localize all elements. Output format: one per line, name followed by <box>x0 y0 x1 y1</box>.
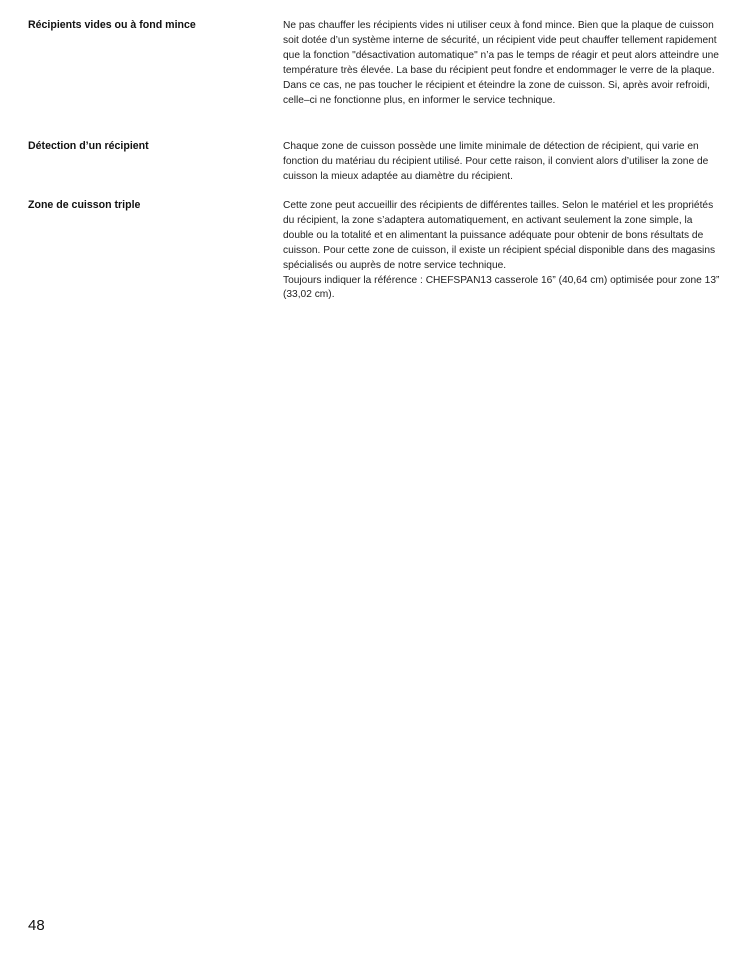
section-heading: Récipients vides ou à fond mince <box>28 19 196 31</box>
body-paragraph: Toujours indiquer la référence : CHEFSPAN13 casserole 16” (40,64 cm) optimisée pour zone 13” (33,02 cm). <box>283 274 720 301</box>
page-number: 48 <box>28 917 45 934</box>
section-body <box>283 199 720 303</box>
body-paragraph: Cette zone peut accueillir des récipients de différentes tailles. Selon le matériel et les propriétés du récipient, la zone s’adaptera automatiquement, en activant seulement la zone simple, la double ou la totalité et en alimentant la puissance adéquate pour obtenir de bons résultats de cuisson. Pour cette zone de cuisson, il existe un récipient spécial disponible dans des magasins spécialisés ou auprès de notre service technique. <box>283 200 716 271</box>
section-heading: Détection d’un récipient <box>28 140 149 152</box>
body-paragraph: Ne pas chauffer les récipients vides ni utiliser ceux à fond mince. Bien que la plaque de cuisson soit dotée d’un système interne de sécurité, un récipient vide peut chauffer tellement rapidement que la fonction "désactivation automatique" n’a pas le temps de réagir et peut alors atteindre une température très élevée. La base du récipient peut fondre et endommager le verre de la plaque. Dans ce cas, ne pas toucher le récipient et éteindre la zone de cuisson. Si, après avoir refroidi, celle–ci ne fonctionne plus, en informer le service technique. <box>283 20 719 106</box>
section-body <box>283 19 720 108</box>
section-body <box>283 140 720 185</box>
body-paragraph: Chaque zone de cuisson possède une limite minimale de détection de récipient, qui varie en fonction du matériau du récipient utilisé. Pour cette raison, il convient alors d’utiliser la zone de cuisson la mieux adaptée au diamètre du récipient. <box>283 141 709 182</box>
section-heading: Zone de cuisson triple <box>28 199 141 211</box>
